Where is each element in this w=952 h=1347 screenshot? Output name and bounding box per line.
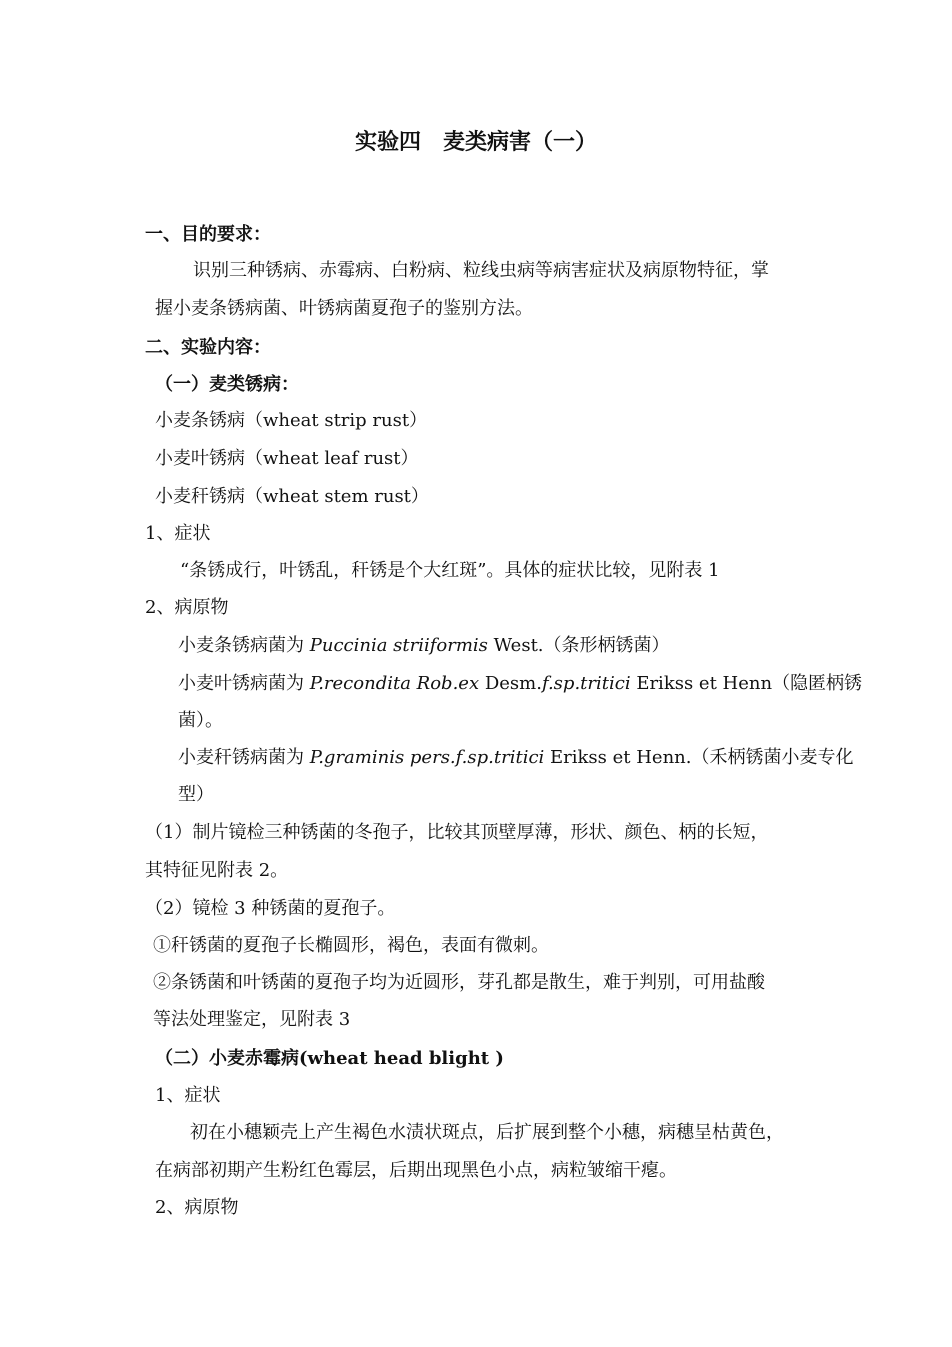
pathogen-stem-rust-continued: 型） xyxy=(178,784,214,805)
pathogen-leaf-rust-forma-specialis: f.sp.tritici xyxy=(541,673,631,694)
rust-symptom-heading: 1、症状 xyxy=(145,523,211,544)
pathogen-leaf-rust-scientific-name: P.recondita Rob.ex xyxy=(309,673,480,694)
step-2a: ①秆锈菌的夏孢子长椭圆形，褐色，表面有微刺。 xyxy=(153,935,549,956)
pathogen-leaf-rust xyxy=(178,671,862,697)
objective-text-line-1: 识别三种锈病、赤霉病、白粉病、粒线虫病等病害症状及病原物特征，掌 xyxy=(193,260,769,281)
blight-symptom-line-1: 初在小穗颖壳上产生褐色水渍状斑点，后扩展到整个小穗，病穗呈枯黄色， xyxy=(190,1122,784,1143)
subsection-rust-heading: （一）麦类锈病： xyxy=(155,374,299,395)
blight-pathogen-heading: 2、病原物 xyxy=(155,1197,239,1218)
blight-symptom-line-2: 在病部初期产生粉红色霉层，后期出现黑色小点，病粒皱缩干瘪。 xyxy=(155,1160,677,1181)
disease-stem-rust: 小麦秆锈病（wheat stem rust） xyxy=(155,486,429,507)
blight-symptom-heading: 1、症状 xyxy=(155,1085,221,1106)
pathogen-strip-rust-suffix: West.（条形柄锈菌） xyxy=(487,635,670,656)
step-1-line-2: 其特征见附表 2。 xyxy=(145,860,289,881)
section-1-heading: 一、目的要求： xyxy=(145,224,271,245)
objective-text-line-2: 握小麦条锈病菌、叶锈病菌夏孢子的鉴别方法。 xyxy=(155,298,533,319)
rust-symptom-text: “条锈成行，叶锈乱，秆锈是个大红斑”。具体的症状比较，见附表 1 xyxy=(180,560,720,581)
step-2b-line-2: 等法处理鉴定，见附表 3 xyxy=(153,1009,351,1030)
pathogen-leaf-rust-continued: 菌）。 xyxy=(178,710,223,731)
pathogen-stem-rust xyxy=(178,745,854,771)
page-title: 实验四 麦类病害（一） xyxy=(354,129,597,155)
pathogen-strip-rust xyxy=(178,633,670,659)
pathogen-strip-rust-prefix: 小麦条锈病菌为 xyxy=(178,635,310,656)
step-2b-line-1: ②条锈菌和叶锈菌的夏孢子均为近圆形，芽孔都是散生，难于判别，可用盐酸 xyxy=(153,972,765,993)
disease-strip-rust: 小麦条锈病（wheat strip rust） xyxy=(155,410,428,431)
pathogen-strip-rust-scientific-name: Puccinia striiformis xyxy=(309,635,488,656)
pathogen-leaf-rust-prefix: 小麦叶锈病菌为 xyxy=(178,673,310,694)
step-1-line-1: （1）制片镜检三种锈菌的冬孢子，比较其顶壁厚薄，形状、颜色、柄的长短， xyxy=(145,822,769,843)
disease-leaf-rust: 小麦叶锈病（wheat leaf rust） xyxy=(155,448,419,469)
pathogen-stem-rust-scientific-name: P.graminis pers.f.sp.tritici xyxy=(309,747,545,768)
subsection-head-blight-heading: （二）小麦赤霉病(wheat head blight ) xyxy=(155,1048,504,1069)
pathogen-stem-rust-prefix: 小麦秆锈病菌为 xyxy=(178,747,310,768)
pathogen-leaf-rust-author: Desm. xyxy=(479,673,542,694)
pathogen-leaf-rust-suffix: Erikss et Henn（隐匿柄锈 xyxy=(630,673,863,694)
step-2: （2）镜检 3 种锈菌的夏孢子。 xyxy=(145,898,396,919)
section-2-heading: 二、实验内容： xyxy=(145,337,271,358)
rust-pathogen-heading: 2、病原物 xyxy=(145,597,229,618)
pathogen-stem-rust-suffix: Erikss et Henn.（禾柄锈菌小麦专化 xyxy=(544,747,854,768)
